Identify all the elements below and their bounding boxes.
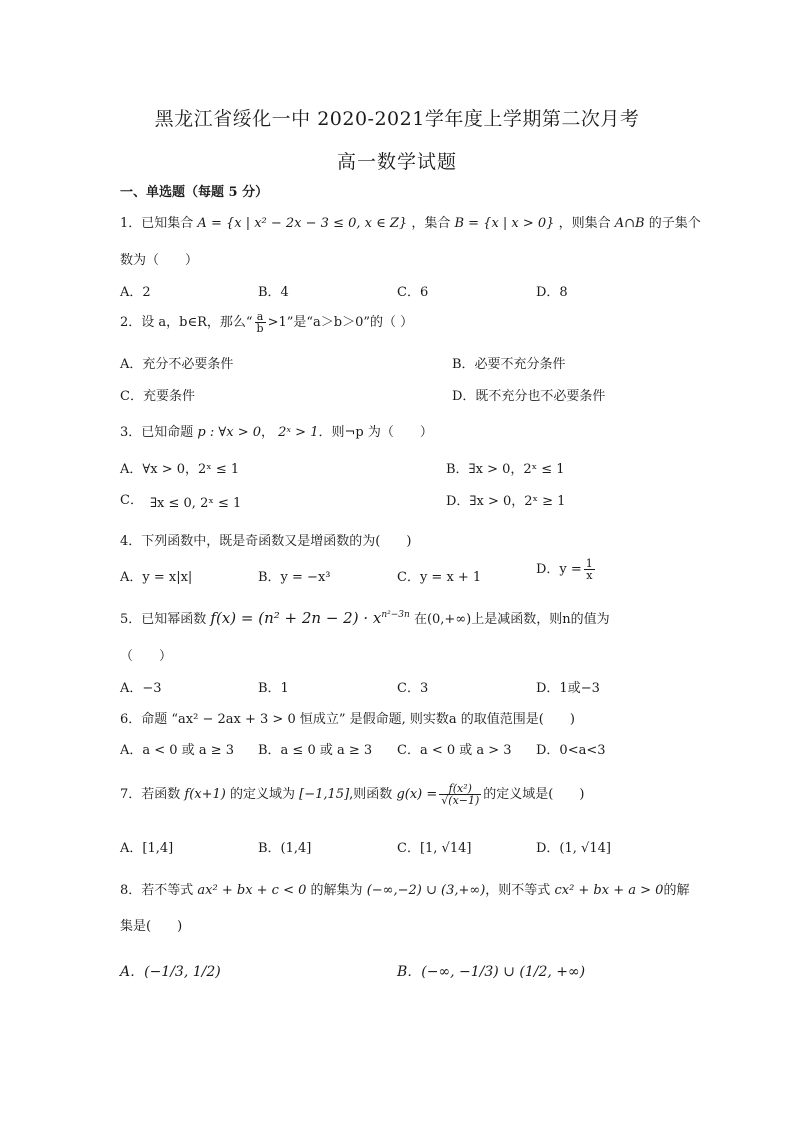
exam-subtitle: 高一数学试题 bbox=[336, 151, 457, 173]
q5-option-b[interactable]: B．1 bbox=[258, 681, 289, 696]
exam-title: 黑龙江省绥化一中 2020-2021学年度上学期第二次月考 bbox=[154, 108, 640, 130]
q8-text-a: 8．若不等式 bbox=[120, 883, 194, 898]
q6-option-b[interactable]: B．a ≤ 0 或 a ≥ 3 bbox=[258, 743, 373, 758]
question-2 bbox=[120, 311, 413, 334]
q6-option-a[interactable]: A．a < 0 或 a ≥ 3 bbox=[120, 743, 235, 758]
q5-text-a: 5．已知幂函数 bbox=[120, 612, 207, 627]
q4-option-b[interactable]: B．y = −x³ bbox=[258, 570, 331, 585]
q3-proposition: p : ∀x > 0 bbox=[197, 425, 261, 440]
q7-option-b[interactable]: B．(1,4] bbox=[258, 841, 312, 856]
q3-text-a: 3．已知命题 bbox=[120, 425, 194, 440]
q8-inequality: ax² + bx + c < 0 bbox=[197, 883, 307, 898]
q2-text-a: 2．设 a，b∈R，那么“ bbox=[120, 315, 253, 330]
q4-frac-num: 1 bbox=[585, 557, 593, 570]
q3-text-d: ．则¬p 为（ ） bbox=[318, 425, 433, 440]
q3-option-c[interactable]: ∃x ≤ 0, 2ˣ ≤ 1 bbox=[150, 496, 242, 511]
q7-frac-num: f(x²) bbox=[439, 783, 481, 795]
q1-option-c[interactable]: C．6 bbox=[397, 285, 429, 300]
q5-option-a[interactable]: A．−3 bbox=[120, 681, 162, 696]
q5-option-c[interactable]: C．3 bbox=[397, 681, 429, 696]
q3-option-c-label[interactable]: C． bbox=[120, 493, 143, 508]
question-7 bbox=[120, 783, 584, 806]
q4-option-d-fraction bbox=[584, 558, 595, 581]
q7-text-a: 7．若函数 bbox=[120, 787, 181, 802]
q4-option-d[interactable] bbox=[536, 558, 597, 581]
q2-option-b[interactable]: B．必要不充分条件 bbox=[452, 357, 566, 372]
q2-option-a[interactable]: A．充分不必要条件 bbox=[120, 357, 234, 372]
q2-fraction bbox=[255, 311, 266, 334]
q7-option-a[interactable]: A．[1,4] bbox=[120, 841, 174, 856]
question-5 bbox=[120, 608, 610, 627]
q2-frac-num: a bbox=[255, 311, 266, 323]
q5-continuation: （ ） bbox=[120, 649, 173, 664]
q7-domain: [−1,15] bbox=[299, 787, 350, 802]
question-1 bbox=[120, 212, 701, 231]
question-8 bbox=[120, 879, 689, 898]
q8-text-b: 的解集为 bbox=[310, 883, 363, 898]
q1-option-d[interactable]: D．8 bbox=[536, 285, 568, 300]
q1-text-c: ，则集合 bbox=[558, 216, 611, 231]
q1-expr: A∩B bbox=[614, 216, 645, 231]
q8-option-a[interactable]: A．(−1/3, 1/2) bbox=[120, 964, 221, 980]
question-6: 6．命题 “ax² − 2ax + 3 > 0 恒成立” 是假命题, 则实数a 的取值范围是( ) bbox=[120, 712, 575, 727]
q1-option-a[interactable]: A．2 bbox=[120, 285, 151, 300]
q5-text-b: 在(0,+∞)上是减函数，则n的值为 bbox=[413, 612, 610, 627]
q7-frac-den: √(x−1) bbox=[441, 794, 480, 807]
question-3 bbox=[120, 421, 433, 440]
q1-set-a: A = {x | x² − 2x − 3 ≤ 0, x ∈ Z} bbox=[197, 216, 408, 231]
q6-option-c[interactable]: C．a < 0 或 a > 3 bbox=[397, 743, 512, 758]
q3-option-a[interactable]: A．∀x > 0，2ˣ ≤ 1 bbox=[120, 462, 240, 477]
q2-text-b: >1”是“a＞b＞0”的（ ） bbox=[267, 315, 414, 330]
q6-option-d[interactable]: D．0<a<3 bbox=[536, 743, 606, 758]
q7-text-c: ,则函数 bbox=[349, 787, 393, 802]
q8-option-b[interactable]: B．(−∞, −1/3) ∪ (1/2, +∞) bbox=[397, 964, 586, 980]
q4-frac-den: x bbox=[586, 569, 593, 582]
q2-frac-den: b bbox=[256, 322, 264, 335]
question-4: 4．下列函数中，既是奇函数又是增函数的为( ) bbox=[120, 534, 412, 549]
q1-text-b: ，集合 bbox=[411, 216, 451, 231]
q1-set-b: B = {x | x > 0} bbox=[454, 216, 555, 231]
q5-option-d[interactable]: D．1或−3 bbox=[536, 681, 600, 696]
q3-option-d[interactable]: D．∃x > 0，2ˣ ≥ 1 bbox=[446, 494, 566, 509]
q8-inequality-2: cx² + bx + a > 0 bbox=[554, 883, 664, 898]
q4-option-d-label: D．y = bbox=[536, 562, 582, 577]
q3-text-b: ， bbox=[261, 425, 275, 440]
q7-option-d[interactable]: D．(1, √14] bbox=[536, 841, 611, 856]
q7-text-b: 的定义域为 bbox=[230, 787, 296, 802]
q7-fraction bbox=[439, 783, 481, 806]
q8-solution-set: (−∞,−2) ∪ (3,+∞) bbox=[366, 883, 486, 898]
q3-condition: 2ˣ > 1 bbox=[278, 425, 319, 440]
q2-option-d[interactable]: D．既不充分也不必要条件 bbox=[452, 389, 606, 404]
q8-continuation: 集是( ) bbox=[120, 919, 183, 934]
q8-text-c: ，则不等式 bbox=[485, 883, 551, 898]
q7-text-d: 的定义域是( ) bbox=[483, 787, 585, 802]
q4-option-a[interactable]: A．y = x|x| bbox=[120, 570, 193, 585]
q5-function: f(x) = (n² + 2n − 2) · x bbox=[210, 609, 382, 627]
q1-option-b[interactable]: B．4 bbox=[258, 285, 289, 300]
q1-text-d: 的子集个 bbox=[648, 216, 701, 231]
q1-continuation: 数为（ ） bbox=[120, 253, 199, 268]
q1-text-a: 1．已知集合 bbox=[120, 216, 194, 231]
q2-option-c[interactable]: C．充要条件 bbox=[120, 389, 195, 404]
q7-function-g: g(x) = bbox=[396, 787, 438, 802]
q4-option-c[interactable]: C．y = x + 1 bbox=[397, 570, 482, 585]
q5-exponent: n²−3n bbox=[381, 610, 410, 620]
q7-function-f: f(x+1) bbox=[184, 787, 226, 802]
q7-option-c[interactable]: C．[1, √14] bbox=[397, 841, 472, 856]
section-heading: 一、单选题（每题 5 分） bbox=[120, 185, 269, 200]
q8-text-d: 的解 bbox=[663, 883, 690, 898]
q3-option-b[interactable]: B．∃x > 0，2ˣ ≤ 1 bbox=[446, 462, 565, 477]
